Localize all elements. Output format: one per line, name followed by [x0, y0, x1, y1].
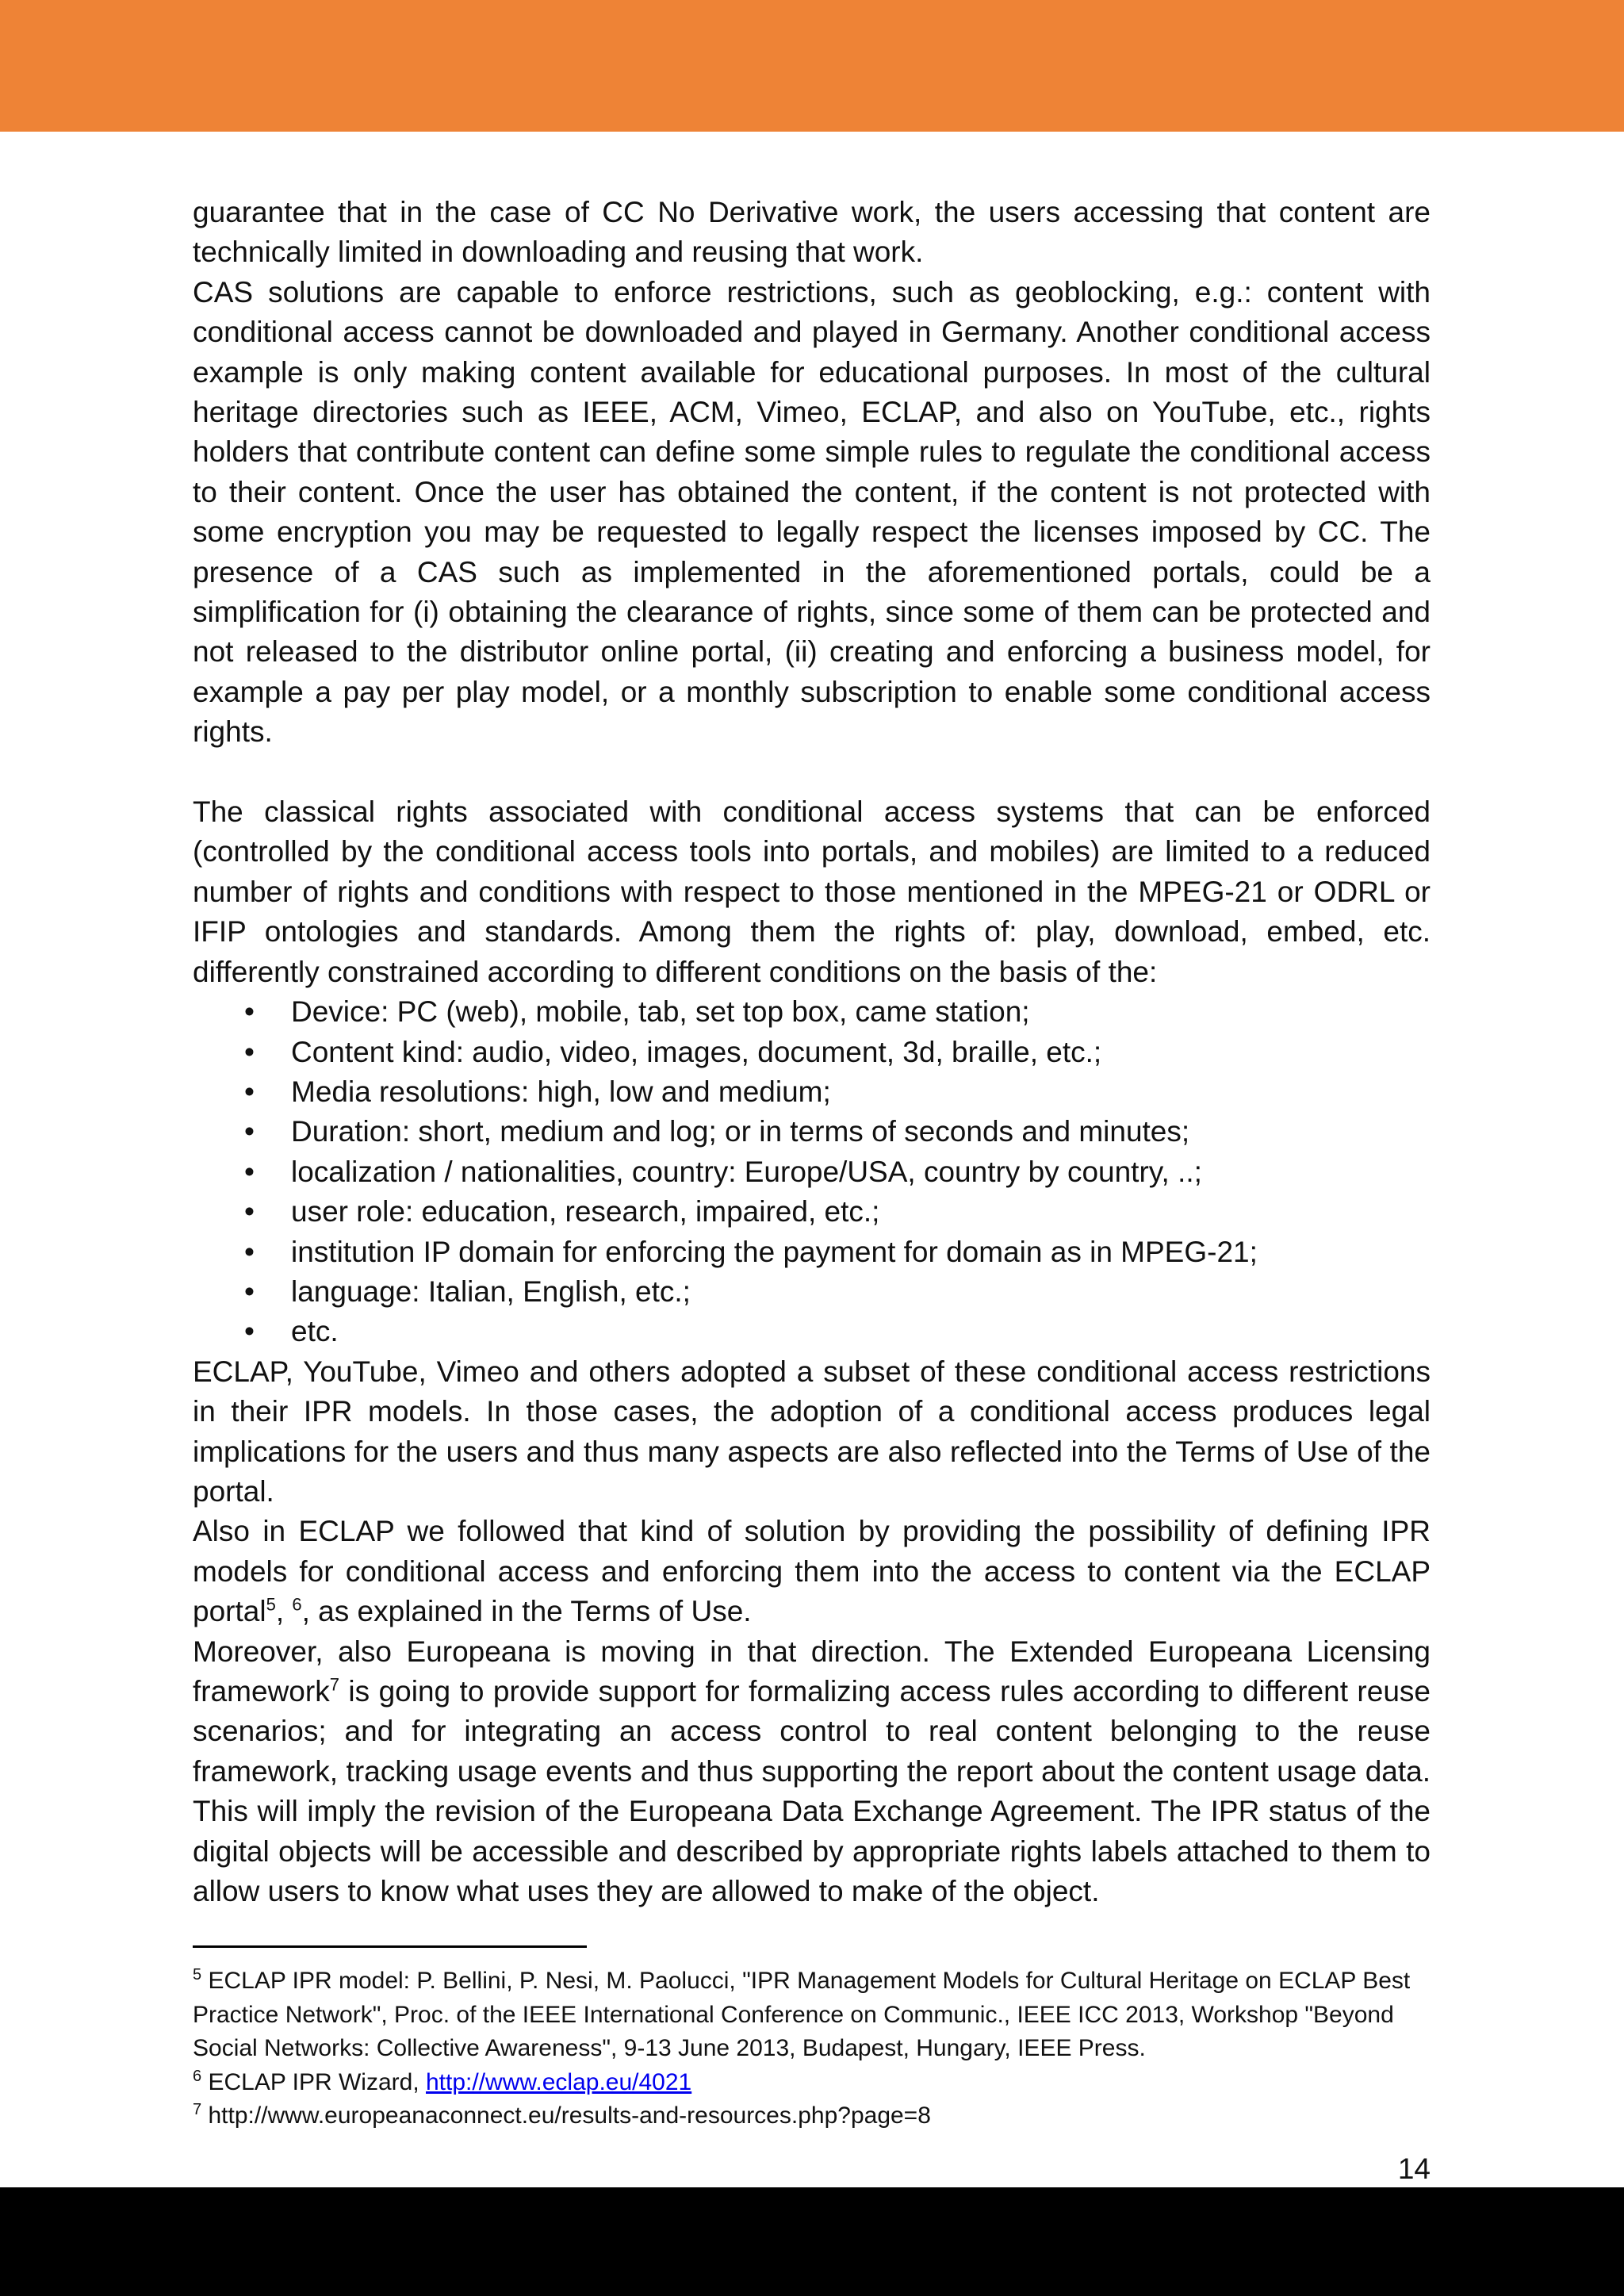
footer-band	[0, 2187, 1624, 2296]
footnote-text: ECLAP IPR Wizard,	[201, 2068, 426, 2095]
list-item-text: localization / nationalities, country: Europe/USA, country by country, ..;	[291, 1155, 1202, 1188]
footnote-marker: 5	[193, 1966, 202, 1984]
footnote-ref-7[interactable]: 7	[329, 1674, 339, 1695]
bullet-icon: •	[244, 1274, 255, 1308]
paragraph-gap	[193, 753, 1431, 792]
footnote-ref-separator: ,	[275, 1595, 293, 1628]
list-item	[193, 1072, 1431, 1112]
paragraph-6-text: Moreover, also Europeana is moving in that direction. The Extended Europeana Licensing framework	[193, 1635, 1431, 1708]
list-item	[193, 1152, 1431, 1192]
paragraph-5-text: Also in ECLAP we followed that kind of solution by providing the possibility of defining IPR models for conditional access and enforcing them into the access to content via the ECLAP portal	[193, 1515, 1431, 1628]
footnote-ref-6[interactable]: 6	[292, 1594, 302, 1615]
list-item	[193, 1112, 1431, 1152]
list-item-text: Content kind: audio, video, images, document, 3d, braille, etc.;	[291, 1035, 1102, 1068]
footnote-6	[193, 2066, 1431, 2100]
eclap-wizard-link[interactable]: http://www.eclap.eu/4021	[426, 2068, 692, 2095]
footnote-ref-5[interactable]: 5	[266, 1594, 276, 1615]
list-item	[193, 1033, 1431, 1072]
bullet-icon: •	[244, 1235, 255, 1268]
paragraph-1: guarantee that in the case of CC No Derivative work, the users accessing that content are technically limited in downloading and reusing that work.	[193, 196, 1431, 269]
footnotes	[193, 1964, 1431, 2133]
list-item	[193, 1312, 1431, 1351]
list-item	[193, 1272, 1431, 1312]
footnote-text: ECLAP IPR model: P. Bellini, P. Nesi, M. Paolucci, "IPR Management Models for Cultural Heritage on ECLAP Best Practice Network", Proc. of the IEEE International Conference on Communic., IEEE ICC 2013, Workshop "Beyond Social Networks: Collective Awareness", 9-13 June 2013, Budapest, Hungary, IEEE Press.	[193, 1968, 1411, 2061]
bullet-icon: •	[244, 1195, 255, 1228]
header-band	[0, 0, 1624, 132]
list-item-text: user role: education, research, impaired, etc.;	[291, 1195, 880, 1228]
list-item-text: Duration: short, medium and log; or in terms of seconds and minutes;	[291, 1115, 1190, 1148]
list-item-text: Media resolutions: high, low and medium;	[291, 1075, 831, 1108]
paragraph-4: ECLAP, YouTube, Vimeo and others adopted a subset of these conditional access restrictions in their IPR models. In those cases, the adoption of a conditional access produces legal implications for the users and thus many aspects are also reflected into the Terms of Use of the portal.	[193, 1355, 1431, 1508]
bullet-icon: •	[244, 1115, 255, 1148]
footnote-text: http://www.europeanaconnect.eu/results-and-resources.php?page=8	[201, 2102, 931, 2129]
footnote-marker: 7	[193, 2101, 202, 2118]
paragraph-5	[193, 1512, 1431, 1631]
paragraph-6-tail: is going to provide support for formalizing access rules according to different reuse scenarios; and for integrating an access control to real content belonging to the reuse framework, tracking usage events and thus supporting the report about the content usage data. This will imply the revision of the Europeana Data Exchange Agreement. The IPR status of the digital objects will be accessible and described by appropriate rights labels attached to them to allow users to know what uses they are allowed to make of the object.	[193, 1675, 1431, 1908]
bullet-icon: •	[244, 1035, 255, 1068]
paragraph-2: CAS solutions are capable to enforce restrictions, such as geoblocking, e.g.: content with conditional access cannot be downloaded and played in Germany. Another conditional access example is only making content available for educational purposes. In most of the cultural heritage directories such as IEEE, ACM, Vimeo, ECLAP, and also on YouTube, etc., rights holders that contribute content can define some simple rules to regulate the conditional access to their content. Once the user has obtained the content, if the content is not protected with some encryption you may be requested to legally respect the licenses imposed by CC. The presence of a CAS such as implemented in the aforementioned portals, could be a simplification for (i) obtaining the clearance of rights, since some of them can be protected and not released to the distributor online portal, (ii) creating and enforcing a business model, for example a pay per play model, or a monthly subscription to enable some conditional access rights.	[193, 275, 1431, 749]
list-item-text: language: Italian, English, etc.;	[291, 1274, 691, 1308]
bullet-icon: •	[244, 995, 255, 1029]
bullet-icon: •	[244, 1075, 255, 1108]
page-number: 14	[1397, 2152, 1431, 2185]
bullet-icon: •	[244, 1155, 255, 1188]
footnote-divider	[193, 1945, 587, 1948]
list-item-text: institution IP domain for enforcing the payment for domain as in MPEG-21;	[291, 1235, 1258, 1268]
list-item-text: etc.	[291, 1315, 339, 1348]
list-item-text: Device: PC (web), mobile, tab, set top box, came station;	[291, 995, 1030, 1029]
list-item	[193, 992, 1431, 1032]
conditions-list	[193, 992, 1431, 1352]
footnote-marker: 6	[193, 2067, 202, 2085]
paragraph-5-tail: , as explained in the Terms of Use.	[301, 1595, 752, 1628]
paragraph-3: The classical rights associated with conditional access systems that can be enforced (controlled by the conditional access tools into portals, and mobiles) are limited to a reduced number of rights and conditions with respect to those mentioned in the MPEG-21 or ODRL or IFIP ontologies and standards. Among them the rights of: play, download, embed, etc. differently constrained according to different conditions on the basis of the:	[193, 795, 1431, 988]
bullet-icon: •	[244, 1315, 255, 1348]
footnote-7	[193, 2099, 1431, 2133]
body-text	[193, 193, 1431, 1911]
list-item	[193, 1192, 1431, 1232]
footnote-5	[193, 1964, 1431, 2066]
paragraph-6	[193, 1632, 1431, 1912]
list-item	[193, 1232, 1431, 1272]
